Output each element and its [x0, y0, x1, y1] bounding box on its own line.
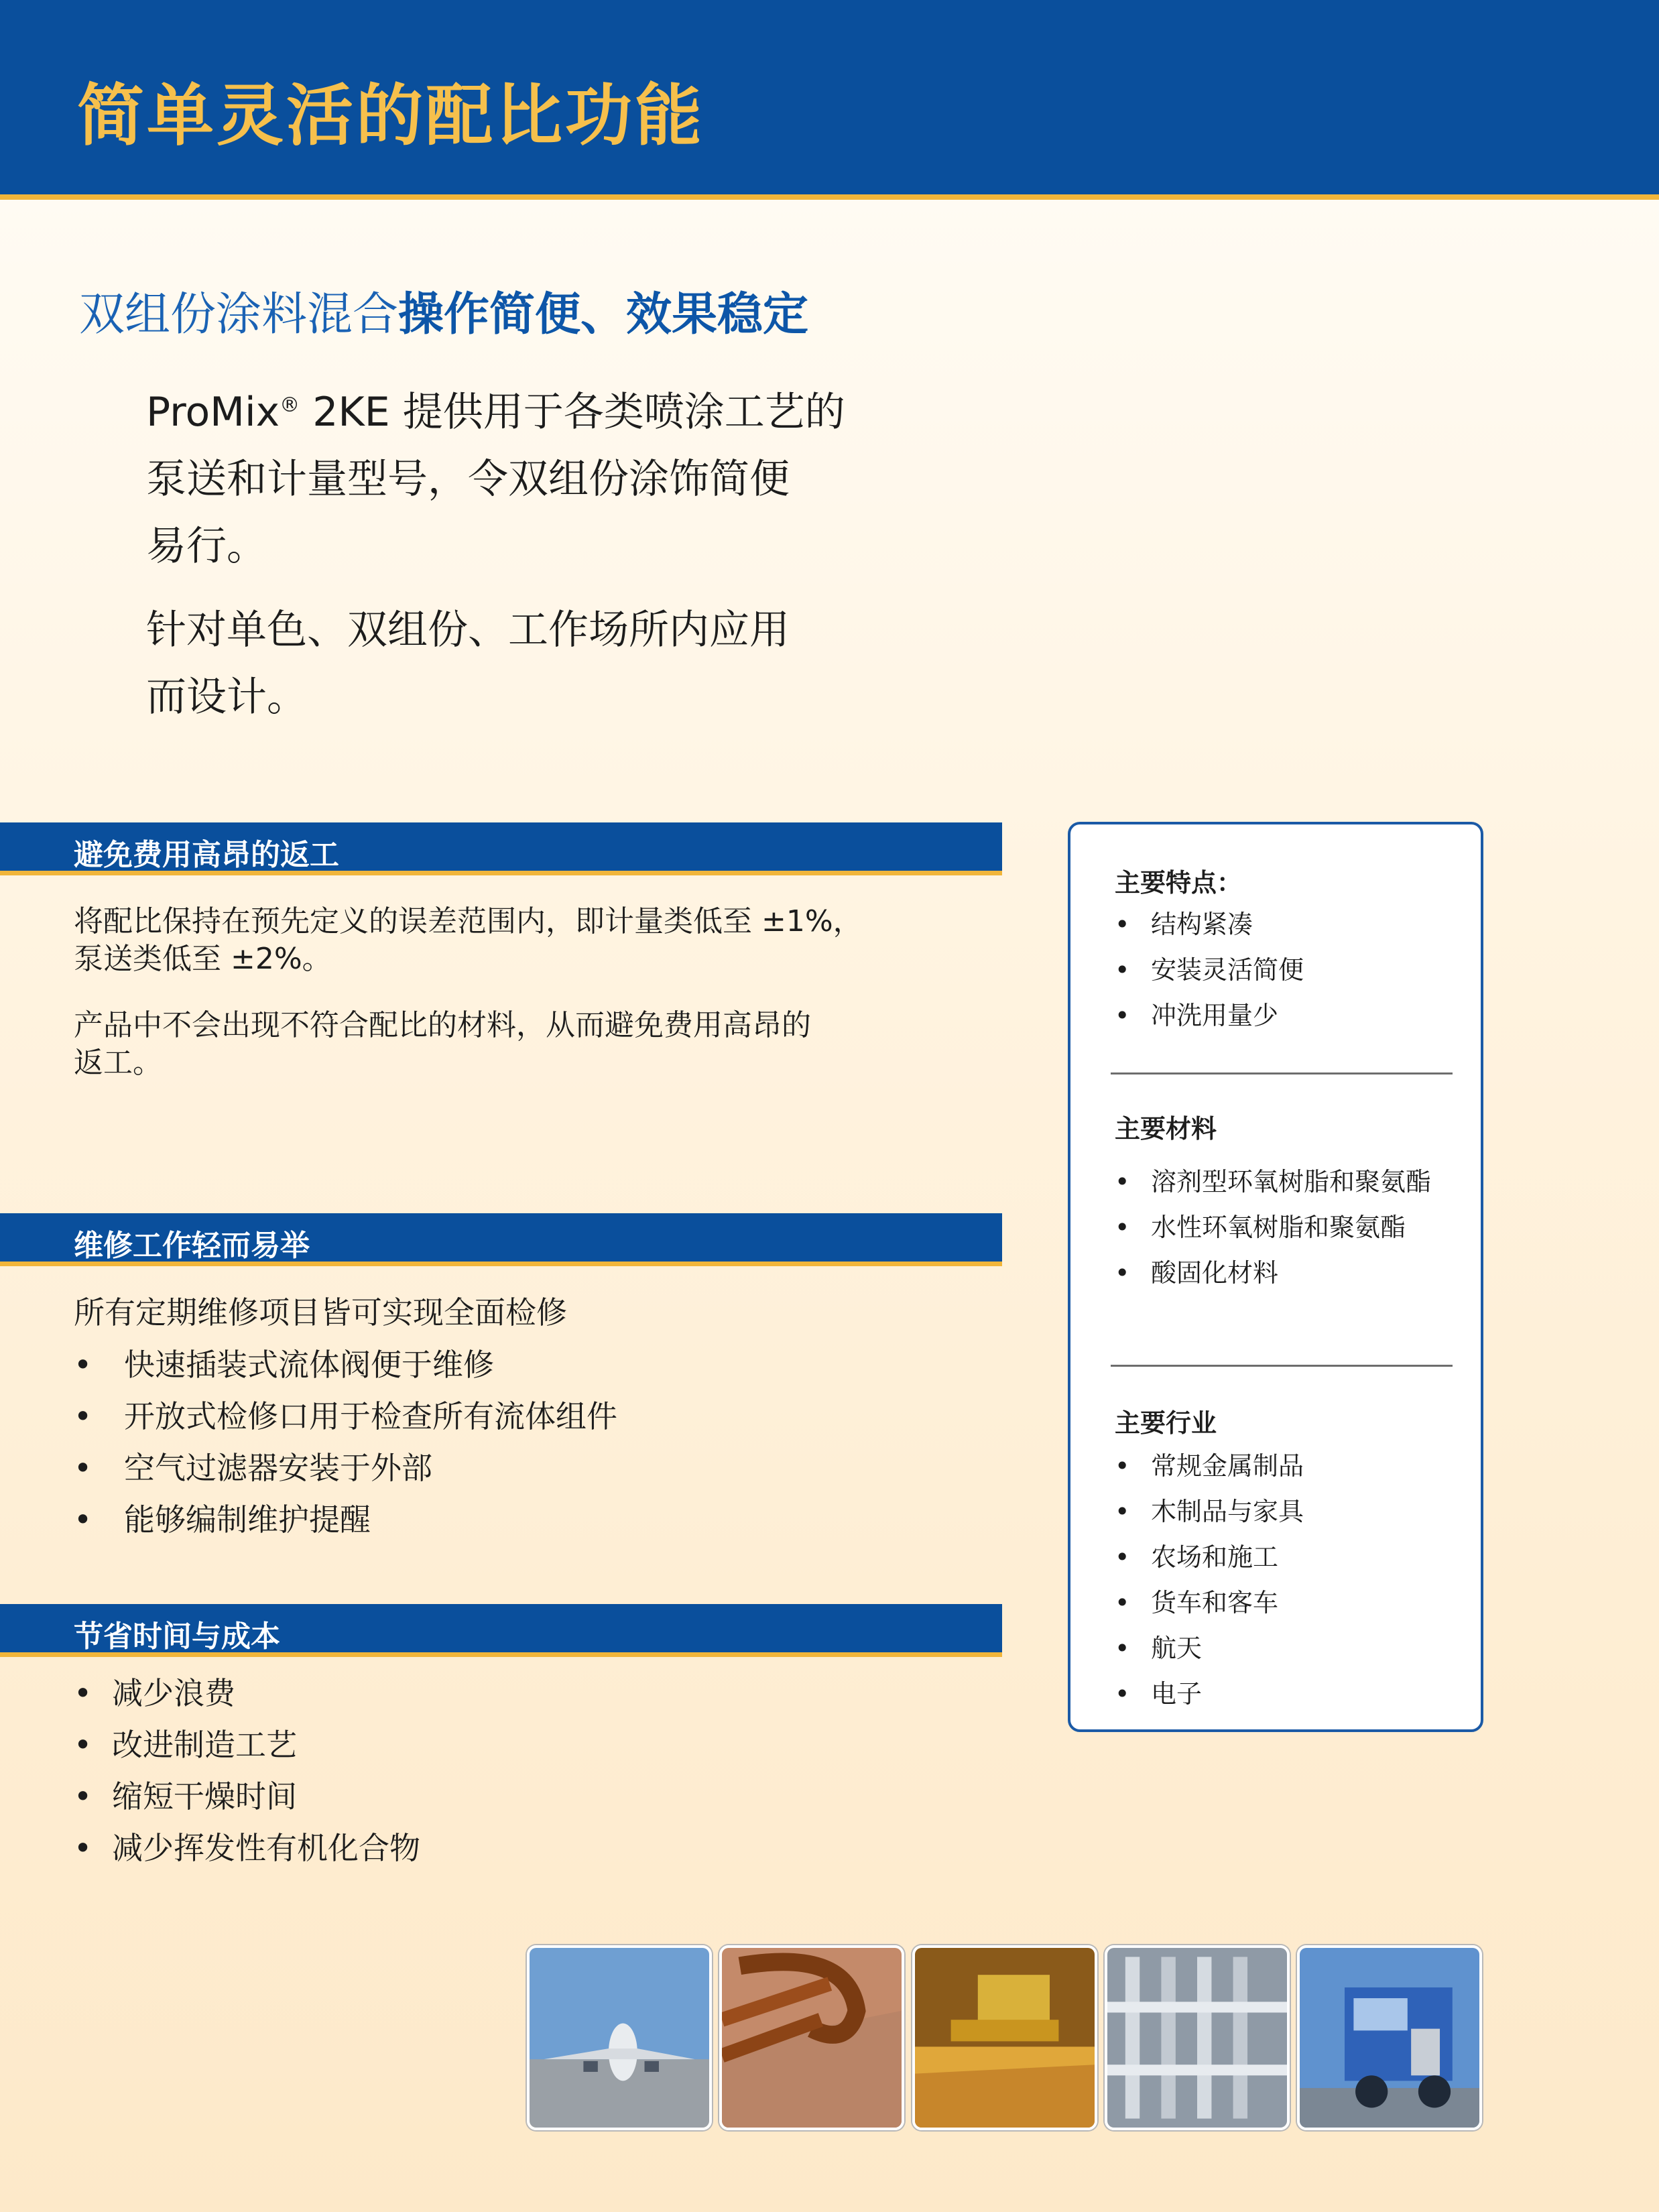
truck-photo: [1297, 1945, 1482, 2130]
section-title-maintenance: 维修工作轻而易举: [74, 1229, 310, 1263]
section-bar-rework: [0, 822, 1002, 875]
savings-list: [74, 1668, 420, 1874]
subtitle-bold: 操作简便、效果稳定: [398, 288, 809, 341]
intro-paragraph-1: [146, 372, 897, 580]
rework-p1-line1: 将配比保持在预先定义的误差范围内，即计量类低至 ±1%，: [74, 904, 863, 938]
section-title-savings: 节省时间与成本: [74, 1619, 280, 1654]
intro-paragraph-2: [146, 597, 897, 731]
list-item: • 空气过滤器安装于外部: [74, 1442, 617, 1494]
list-item: • 改进制造工艺: [74, 1719, 420, 1771]
section-title-rework: 避免费用高昂的返工: [74, 838, 339, 872]
intro-p1-line1: [146, 372, 897, 446]
list-item: • 水性环氧树脂和聚氨酯: [1115, 1211, 1450, 1244]
list-item: • 缩短干燥时间: [74, 1771, 420, 1823]
materials-list: [1115, 1165, 1450, 1302]
page-title: 简单灵活的配比功能: [77, 76, 704, 155]
list-item: • 开放式检修口用于检查所有流体组件: [74, 1391, 617, 1442]
list-item: • 常规金属制品: [1115, 1449, 1450, 1483]
wood-furniture-photo: [719, 1945, 904, 2130]
list-item: • 冲洗用量少: [1115, 999, 1450, 1032]
rework-p1-line2: 泵送类低至 ±2%。: [74, 942, 332, 976]
sidebar-divider: [1111, 1072, 1453, 1074]
sidebar-heading-industries: 主要行业: [1115, 1408, 1217, 1438]
industries-list: [1115, 1449, 1450, 1723]
header-band: [0, 0, 1659, 200]
subtitle-light: 双组份涂料混合: [79, 288, 399, 341]
list-item: • 货车和客车: [1115, 1586, 1450, 1619]
list-item: • 农场和施工: [1115, 1540, 1450, 1574]
product-name: ProMix: [146, 389, 280, 436]
maintenance-intro: 所有定期维修项目皆可实现全面检修: [74, 1294, 567, 1331]
airplane-photo: [527, 1945, 712, 2130]
section-bar-maintenance: [0, 1213, 1002, 1266]
list-item: • 减少浪费: [74, 1668, 420, 1719]
rework-paragraph-1: [74, 903, 999, 978]
list-item: • 溶剂型环氧树脂和聚氨酯: [1115, 1165, 1450, 1199]
rework-p2-line1: 产品中不会出现不符合配比的材料，从而避免费用高昂的: [74, 1008, 811, 1042]
section-bar-savings: [0, 1604, 1002, 1657]
harvester-photo: [912, 1945, 1097, 2130]
sidebar-divider: [1111, 1365, 1453, 1367]
list-item: • 结构紧凑: [1115, 908, 1450, 941]
sidebar-heading-materials: 主要材料: [1115, 1114, 1217, 1144]
industry-photo-strip: [527, 1945, 1481, 2130]
list-item: • 能够编制维护提醒: [74, 1494, 617, 1546]
intro-p2-line1: 针对单色、双组份、工作场所内应用: [146, 607, 790, 654]
features-list: [1115, 908, 1450, 1044]
sidebar-heading-features: 主要特点：: [1115, 868, 1243, 898]
intro-p1-line3: 易行。: [146, 523, 267, 570]
registered-mark: ®: [280, 393, 300, 417]
list-item: • 航天: [1115, 1632, 1450, 1665]
key-facts-sidebar: [1068, 822, 1483, 1732]
list-item: • 酸固化材料: [1115, 1256, 1450, 1290]
list-item: • 电子: [1115, 1677, 1450, 1711]
list-item: • 木制品与家具: [1115, 1495, 1450, 1528]
intro-p1-line2: 泵送和计量型号，令双组份涂饰简便: [146, 456, 790, 503]
intro-p1-line1-rest: 2KE 提供用于各类喷涂工艺的: [300, 389, 845, 436]
maintenance-list: [74, 1339, 617, 1546]
list-item: • 快速插装式流体阀便于维修: [74, 1339, 617, 1391]
list-item: • 减少挥发性有机化合物: [74, 1823, 420, 1874]
list-item: • 安装灵活简便: [1115, 953, 1450, 987]
metal-parts-photo: [1105, 1945, 1290, 2130]
intro-p2-line2: 而设计。: [146, 674, 307, 721]
rework-p2-line2: 返工。: [74, 1046, 162, 1080]
subtitle: [79, 278, 808, 343]
rework-paragraph-2: [74, 1007, 999, 1082]
